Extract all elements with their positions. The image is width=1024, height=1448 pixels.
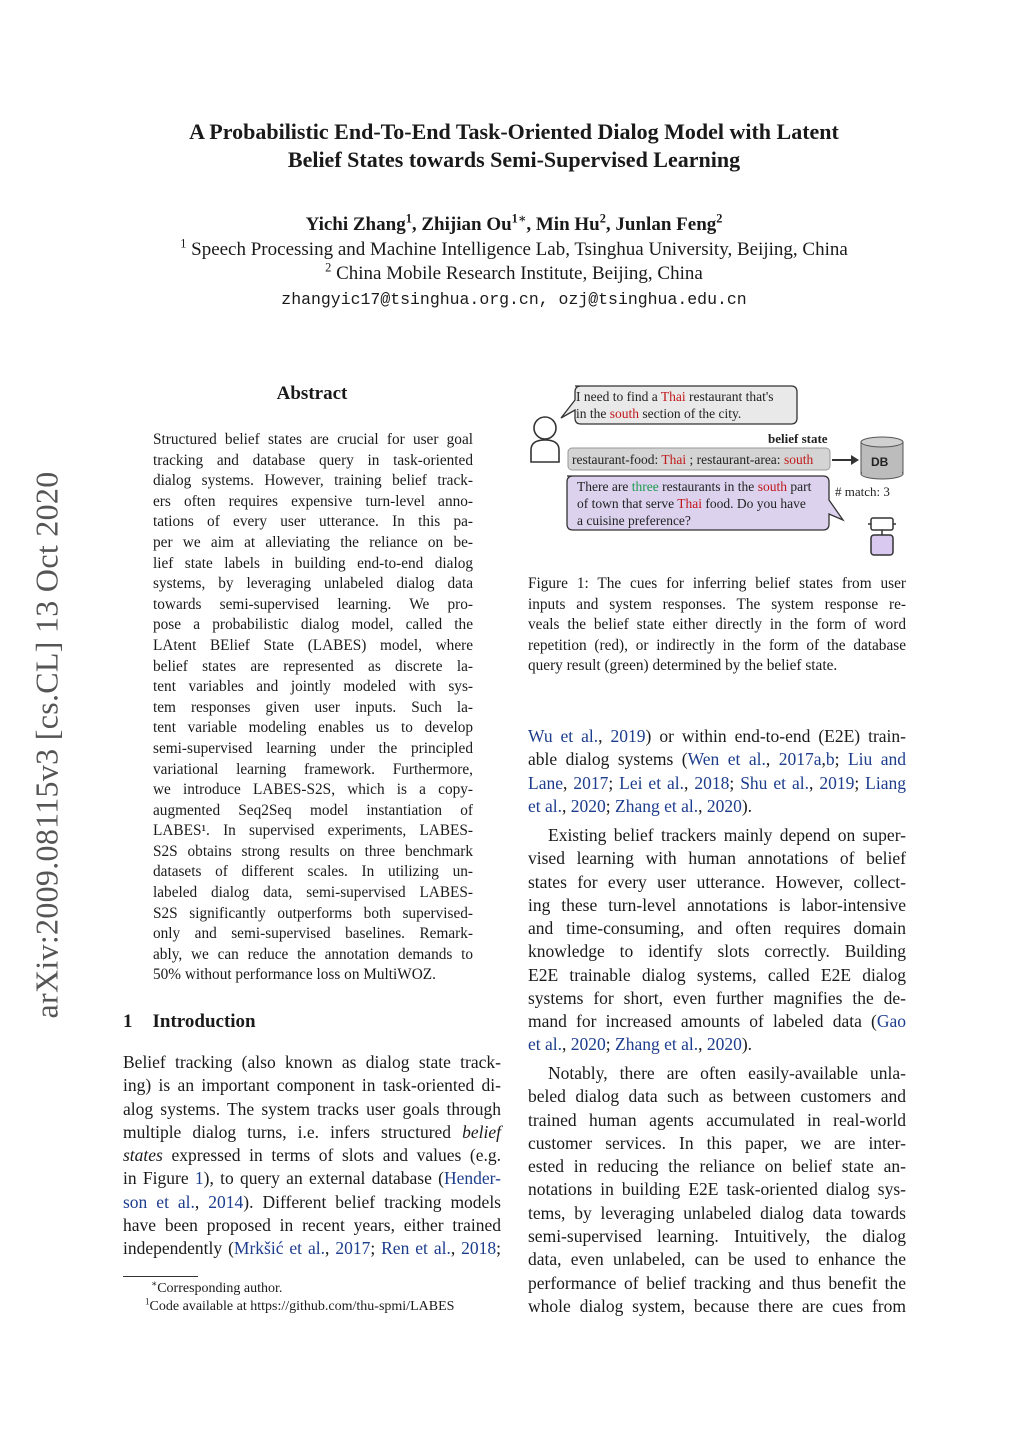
user-utterance-line	[576, 405, 774, 422]
text-span: ;	[370, 1238, 382, 1259]
text-line: and time-consuming, and often requires domain	[528, 918, 906, 939]
text-line: S2S obtains strong results on three benchmark	[153, 842, 473, 860]
text-span: mand for increased amounts of labeled data (	[528, 1011, 877, 1031]
right-column-paragraph-1	[528, 725, 906, 818]
text-span: in Figure	[123, 1168, 195, 1189]
text-line	[123, 1121, 501, 1144]
robot-icon	[868, 518, 896, 555]
text-line: Existing belief trackers mainly depend on super-	[548, 825, 906, 845]
text-line: Belief tracking (also known as dialog state track-	[123, 1052, 501, 1072]
text-span: ).	[741, 795, 753, 816]
text-line: ing) is an important component in task-oriented di-	[123, 1075, 501, 1096]
text-line: we introduce LABES-S2S, which is a copy-	[153, 781, 473, 799]
text-line: tems, by leveraging unlabeled dialog data towards	[528, 1202, 906, 1223]
footnote-rule	[123, 1276, 198, 1277]
text-line: data, even unlabeled, can be used to enhance the	[528, 1249, 906, 1270]
author-list	[100, 213, 928, 237]
affil-text: Speech Processing and Machine Intelligence Lab, Tsinghua University, Beijing, China	[186, 239, 848, 260]
author-affil-mark: 2	[599, 211, 606, 226]
text-span: part	[786, 479, 812, 494]
citation-link[interactable]: Wen et al.	[687, 749, 766, 770]
text-line: notations in building E2E task-oriented dialog sys-	[528, 1179, 906, 1200]
text-line: variational learning framework. Furthermore,	[153, 760, 473, 778]
text-span: ; restaurant-area:	[686, 452, 784, 467]
text-span: ;	[834, 749, 848, 770]
author-name: , Junlan Feng	[605, 214, 717, 235]
text-line: vised learning with human annotations of belief	[528, 848, 906, 869]
text-span: ;	[496, 1238, 502, 1259]
abstract-body	[153, 430, 473, 986]
text-span: ,	[450, 1238, 462, 1259]
text-line: Figure 1: The cues for inferring belief states from user	[528, 575, 906, 592]
text-span: expressed in terms of slots and values (e.g.	[162, 1145, 501, 1166]
citation-link[interactable]: Shu et al.	[740, 772, 809, 793]
text-line: tem responses given user inputs. Such la-	[153, 698, 473, 716]
citation-link[interactable]: 2018	[694, 772, 730, 793]
section-title: Introduction	[152, 1011, 256, 1032]
text-span: ). Different belief tracking models	[243, 1191, 501, 1212]
belief-state-label: belief state	[768, 431, 828, 446]
citation-link[interactable]: Wu et al.	[528, 726, 599, 746]
text-span: of town that serve	[577, 496, 678, 511]
user-icon	[531, 417, 559, 462]
citation-link[interactable]: Lane	[528, 772, 563, 793]
belief-state-text	[572, 451, 813, 468]
system-response-line	[577, 495, 811, 512]
db-match-result: # match: 3	[835, 484, 890, 499]
text-span: I need to find a	[576, 389, 661, 404]
user-utterance	[576, 388, 774, 422]
text-line: ested in reducing the reliance on belief state an-	[528, 1156, 906, 1177]
title-line-2: Belief States towards Semi-Supervised Learning	[287, 147, 741, 172]
text-span: ;	[608, 772, 620, 793]
author-affil-mark: 1∗	[511, 211, 527, 226]
footnote-corresponding	[123, 1280, 529, 1298]
text-line: tent variable modeling enables us to develop	[153, 719, 473, 737]
text-line: belief states are represented as discrete la-	[153, 657, 473, 675]
text-span: ,	[698, 1034, 707, 1055]
text-span: ,	[765, 749, 779, 770]
text-line: E2E trainable dialog systems, called E2E dialog	[528, 964, 906, 985]
footnote-mark: ∗	[151, 1278, 158, 1289]
text-line: systems, by leveraging unlabeled dialog data	[153, 575, 473, 593]
text-line: ing these turn-level annotations is labor-intensive	[528, 894, 906, 915]
text-line: tent variables and jointly modeled with sys-	[153, 678, 473, 696]
author-emails: zhangyic17@tsinghua.org.cn, ozj@tsinghua.edu.cn	[281, 290, 747, 309]
citation-link[interactable]: Lei et al.	[619, 772, 685, 793]
citation-link[interactable]: son et al.	[123, 1191, 195, 1212]
text-span: multiple dialog turns, i.e. infers structured	[123, 1121, 463, 1142]
text-span: ), to query an external database (	[203, 1168, 444, 1189]
text-line: trained human agents accumulated in real-world	[528, 1109, 906, 1130]
text-span: ,	[325, 1238, 336, 1259]
text-span: in the	[576, 406, 610, 421]
text-line: Structured belief states are crucial for user goal	[153, 431, 473, 448]
slot-value-red: Thai	[660, 389, 686, 404]
text-line	[528, 1033, 906, 1056]
text-line: per we aim at alleviating the reliance on be-	[153, 533, 473, 551]
figure-ref-link[interactable]: 1	[194, 1168, 204, 1189]
text-line: LAtent BElief State (LABES) model, where	[153, 636, 473, 654]
slot-value-red: Thai	[677, 496, 702, 511]
footnote-text: Corresponding author.	[157, 1281, 283, 1296]
affil-mark: 2	[325, 260, 332, 275]
citation-link[interactable]: Zhang et al.	[615, 795, 699, 816]
right-column-paragraph-2	[528, 824, 906, 1010]
text-span: ).	[741, 1034, 753, 1055]
slot-value-red: Thai	[661, 452, 687, 467]
affil-text: China Mobile Research Institute, Beijing, China	[331, 263, 703, 284]
text-span: ,	[562, 1034, 571, 1055]
text-line	[528, 725, 906, 748]
right-column-paragraph-3	[528, 1062, 906, 1318]
system-response	[577, 478, 811, 529]
text-line: ers often requires expensive turn-level anno-	[153, 492, 473, 510]
text-line	[528, 1010, 906, 1033]
text-line: repetition (red), or indirectly in the form of the database	[528, 636, 906, 654]
text-line: 50% without performance loss on MultiWOZ.	[153, 966, 436, 984]
text-span: restaurant-food:	[572, 452, 662, 467]
figure-1	[525, 380, 910, 565]
text-span: restaurant that's	[685, 389, 774, 404]
citation-link[interactable]: Ren et al.	[381, 1238, 451, 1259]
text-span: ) or within end-to-end (E2E) train-	[645, 726, 907, 746]
slot-value-red: south	[757, 479, 787, 494]
text-line	[123, 1237, 501, 1260]
text-line: pose a probabilistic dialog model, called the	[153, 616, 473, 634]
citation-link[interactable]: 2020	[706, 795, 742, 816]
footnote-mark: 1	[145, 1296, 150, 1307]
text-line: states for every user utterance. However, collect-	[528, 871, 906, 892]
text-span: able dialog systems (	[528, 749, 688, 770]
text-span: ;	[729, 772, 741, 793]
abstract-heading: Abstract	[276, 383, 348, 404]
introduction-paragraph	[123, 1051, 501, 1261]
citation-link[interactable]: 2020	[570, 1034, 606, 1055]
text-span: ,	[684, 772, 695, 793]
section-heading-introduction	[123, 1011, 256, 1033]
author-affil-mark: 1	[405, 211, 412, 226]
author-name: Yichi Zhang	[305, 214, 406, 235]
footnote-text: Code available at https://github.com/thu-spmi/LABES	[149, 1299, 455, 1314]
text-line: veals the belief state either directly in the form of word	[528, 616, 906, 634]
citation-link[interactable]: Liang	[865, 772, 906, 793]
user-utterance-line	[576, 388, 774, 405]
text-span: ;	[605, 795, 616, 816]
citation-link[interactable]: Liu and	[847, 749, 906, 770]
text-line: Notably, there are often easily-available unla-	[548, 1063, 906, 1083]
text-span: restaurants in the	[658, 479, 758, 494]
system-response-line	[577, 478, 811, 495]
text-line: datasets of different scales. In utilizing un-	[153, 863, 473, 881]
citation-link[interactable]: 2020	[706, 1034, 742, 1055]
citation-link[interactable]: 2020	[570, 795, 606, 816]
text-line: performance of belief tracking and thus benefit the	[528, 1272, 906, 1293]
text-line: beled dialog data such as between customers and	[528, 1086, 906, 1107]
text-span: ,	[809, 772, 820, 793]
text-span: ,	[598, 726, 611, 746]
text-line: query result (green) determined by the belief state.	[528, 657, 838, 675]
text-line: tracking and database query in task-oriented	[153, 451, 473, 469]
author-affil-mark: 2	[716, 211, 723, 226]
citation-link[interactable]: 2017a	[778, 749, 822, 770]
text-span: ;	[605, 1034, 616, 1055]
text-line	[528, 772, 906, 795]
citation-link[interactable]: Hender-	[444, 1168, 501, 1189]
affil-mark: 1	[180, 236, 187, 251]
text-span: ;	[854, 772, 866, 793]
figure-1-caption	[528, 574, 906, 677]
text-line: customer services. In this paper, we are inter-	[528, 1132, 906, 1153]
citation-link[interactable]: et al.	[528, 1034, 563, 1055]
text-line: ably, we can reduce the annotation demands to	[153, 945, 473, 963]
affiliation-2	[100, 262, 928, 286]
text-span: independently (	[123, 1238, 234, 1259]
text-line: inputs and system responses. The system response re-	[528, 595, 906, 613]
text-line: LABES¹. In supervised experiments, LABES-	[153, 822, 473, 840]
text-line	[123, 1191, 501, 1214]
text-span: ,	[562, 795, 571, 816]
text-line: augmented Seq2Seq model instantiation of	[153, 801, 473, 819]
citation-link[interactable]: Mrkšić et al.	[233, 1238, 325, 1259]
text-line: knowledge to identify slots correctly. Building	[528, 941, 906, 962]
text-span: There are	[577, 479, 632, 494]
text-line	[123, 1144, 501, 1167]
text-line: labeled dialog data, semi-supervised LABES-	[153, 884, 473, 902]
emph-text: belief	[462, 1121, 501, 1142]
emph-text: states	[123, 1145, 163, 1166]
citation-link[interactable]: b	[825, 749, 835, 770]
system-response-line: a cuisine preference?	[577, 513, 691, 528]
text-line: whole dialog system, because there are cues from	[528, 1295, 906, 1316]
citation-link[interactable]: 2014	[208, 1191, 244, 1212]
text-span: ,	[194, 1191, 209, 1212]
citation-link[interactable]: 2017	[573, 772, 609, 793]
citation-link[interactable]: Gao	[876, 1011, 906, 1031]
text-line: lief state labels in building end-to-end dialog	[153, 554, 473, 572]
text-line: have been proposed in recent years, either trained	[123, 1215, 501, 1236]
author-name: , Zhijian Ou	[411, 214, 512, 235]
text-span: ,	[562, 772, 574, 793]
citation-link[interactable]: 2018	[461, 1238, 497, 1259]
text-line: systems for short, even further magnifies the de-	[528, 988, 906, 1009]
footnote-code	[123, 1298, 523, 1316]
affiliation-1	[100, 238, 928, 262]
text-span: ,	[698, 795, 707, 816]
text-line	[123, 1167, 501, 1190]
citation-link[interactable]: et al.	[528, 795, 563, 816]
section-number: 1	[123, 1011, 133, 1032]
right-column-paragraph-2-tail	[528, 1010, 906, 1057]
db-value-green: three	[631, 479, 659, 494]
db-label: DB	[871, 455, 889, 469]
text-line: dialog systems. However, training belief track-	[153, 472, 473, 490]
title-line-1: A Probabilistic End-To-End Task-Oriented Dialog Model with Latent	[189, 119, 839, 144]
text-line	[528, 748, 906, 771]
citation-link[interactable]: 2019	[819, 772, 855, 793]
text-line: alog systems. The system tracks user goals through	[123, 1098, 501, 1119]
slot-value-red: south	[783, 452, 814, 467]
text-span: section of the city.	[639, 406, 742, 421]
citation-link[interactable]: 2017	[335, 1238, 371, 1259]
text-line: tations of every user utterance. In this pa-	[153, 513, 473, 531]
arxiv-stamp-text: arXiv:2009.08115v3 [cs.CL] 13 Oct 2020	[28, 471, 65, 1019]
text-line	[528, 795, 906, 818]
paper-title	[100, 118, 928, 174]
slot-value-red: south	[609, 406, 640, 421]
text-line: semi-supervised learning. Intuitively, the dialog	[528, 1226, 906, 1247]
text-line: S2S significantly outperforms both supervised-	[153, 904, 473, 922]
text-span: ,	[821, 749, 826, 770]
citation-link[interactable]: Zhang et al.	[615, 1034, 699, 1055]
citation-link[interactable]: 2019	[610, 726, 646, 746]
text-line: only and semi-supervised baselines. Remark-	[153, 925, 473, 943]
text-span: food. Do you have	[701, 496, 806, 511]
text-line: semi-supervised learning under the principled	[153, 739, 473, 757]
author-name: , Min Hu	[526, 214, 600, 235]
text-line: towards semi-supervised learning. We pro-	[153, 595, 473, 613]
